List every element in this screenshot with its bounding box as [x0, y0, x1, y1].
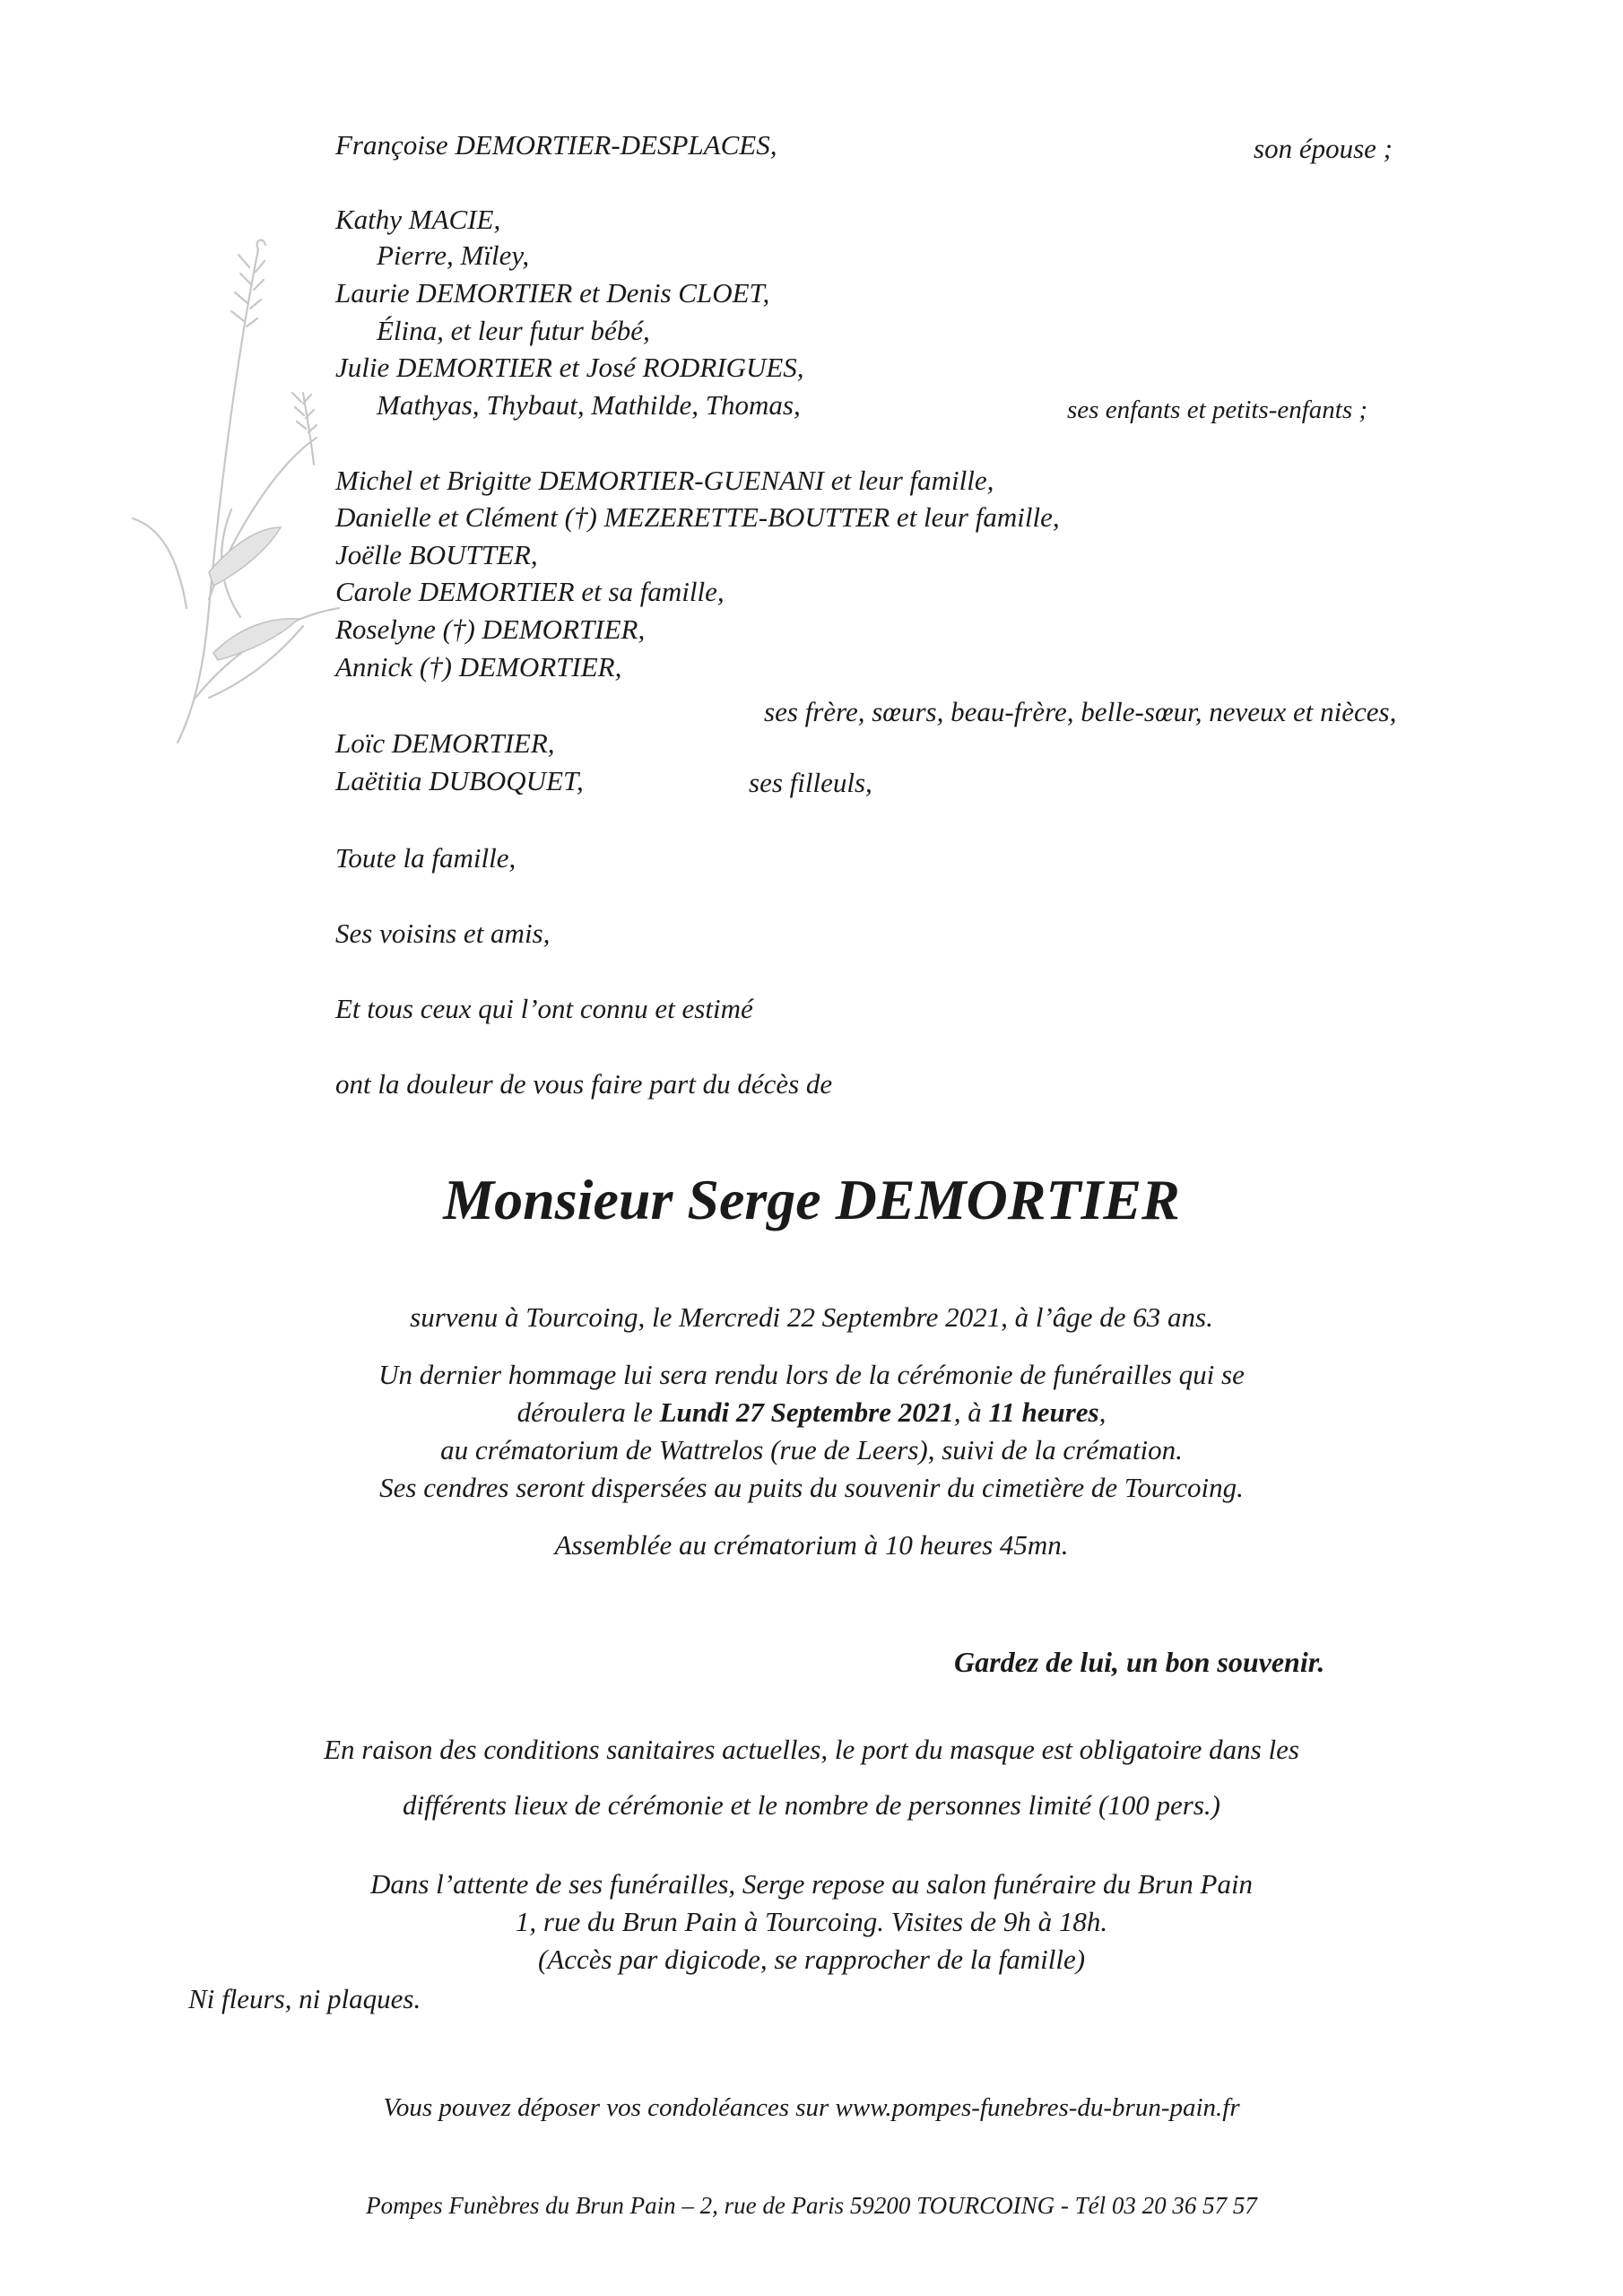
sanitary-line: différents lieux de cérémonie et le nombre de personnes limité (100 pers.): [403, 1789, 1220, 1821]
grandchild-line: Mathyas, Thybaut, Mathilde, Thomas,: [377, 389, 801, 421]
motto: Gardez de lui, un bon souvenir.: [954, 1646, 1325, 1678]
children-relation: ses enfants et petits-enfants ;: [1067, 396, 1368, 424]
wife-name: Françoise DEMORTIER-DESPLACES,: [335, 129, 777, 161]
ceremony-date-line: déroulera le Lundi 27 Septembre 2021, à 11 heures,: [516, 1396, 1107, 1428]
grandchild-line: Élina, et leur futur bébé,: [377, 315, 650, 346]
godchild-line: Loïc DEMORTIER,: [335, 727, 555, 759]
all-acquaintances: Et tous ceux qui l’ont connu et estimé: [335, 993, 753, 1024]
godchildren-relation: ses filleuls,: [749, 767, 872, 798]
grandchild-line: Pierre, Mïley,: [377, 239, 530, 271]
sibling-line: Carole DEMORTIER et sa famille,: [335, 576, 725, 607]
child-line: Laurie DEMORTIER et Denis CLOET,: [335, 277, 770, 309]
assembly-time: Assemblée au crématorium à 10 heures 45mn.: [554, 1529, 1069, 1561]
visit-line: (Accès par digicode, se rapprocher de la famille): [537, 1944, 1086, 1975]
condolences: Vous pouvez déposer vos condoléances sur www.pompes-funebres-du-brun-pain.fr: [383, 2093, 1240, 2122]
sibling-line: Danielle et Clément (†) MEZERETTE-BOUTTER et leur famille,: [335, 501, 1060, 533]
siblings-relation: ses frère, sœurs, beau-frère, belle-sœur, neveux et nièces,: [764, 696, 1397, 727]
visit-line: Dans l’attente de ses funérailles, Serge repose au salon funéraire du Brun Pain: [369, 1868, 1254, 1900]
sibling-line: Roselyne (†) DEMORTIER,: [335, 613, 646, 645]
neighbors: Ses voisins et amis,: [335, 918, 551, 949]
wife-relation: son épouse ;: [1254, 133, 1393, 164]
whole-family: Toute la famille,: [335, 842, 516, 874]
sanitary-line: En raison des conditions sanitaires actuelles, le port du masque est obligatoire dans les: [324, 1734, 1299, 1765]
deceased-name: Monsieur Serge DEMORTIER: [443, 1168, 1180, 1231]
sibling-line: Annick (†) DEMORTIER,: [335, 651, 622, 683]
announcement: ont la douleur de vous faire part du décès de: [335, 1068, 833, 1100]
godchild-line: Laëtitia DUBOQUET,: [335, 765, 584, 796]
wheat-decoration: [124, 231, 357, 752]
sibling-line: Michel et Brigitte DEMORTIER-GUENANI et leur famille,: [335, 465, 994, 496]
visit-line: 1, rue du Brun Pain à Tourcoing. Visites de 9h à 18h.: [515, 1906, 1108, 1937]
ceremony-line: Un dernier hommage lui sera rendu lors de la cérémonie de funérailles qui se: [378, 1359, 1245, 1390]
ceremony-line: au crématorium de Wattrelos (rue de Leers), suivi de la crémation.: [440, 1434, 1183, 1465]
ceremony-line: Ses cendres seront dispersées au puits du souvenir du cimetière de Tourcoing.: [379, 1472, 1244, 1503]
ceremony-time: 11 heures: [988, 1396, 1099, 1428]
no-flowers: Ni fleurs, ni plaques.: [188, 1983, 421, 2014]
ceremony-date: Lundi 27 Septembre 2021: [659, 1396, 954, 1428]
death-details: survenu à Tourcoing, le Mercredi 22 Septembre 2021, à l’âge de 63 ans.: [410, 1301, 1213, 1333]
child-line: Julie DEMORTIER et José RODRIGUES,: [335, 352, 804, 383]
funeral-home-footer: Pompes Funèbres du Brun Pain – 2, rue de Paris 59200 TOURCOING - Tél 03 20 36 57 57: [366, 2192, 1257, 2219]
child-line: Kathy MACIE,: [335, 204, 501, 235]
sibling-line: Joëlle BOUTTER,: [335, 539, 538, 570]
